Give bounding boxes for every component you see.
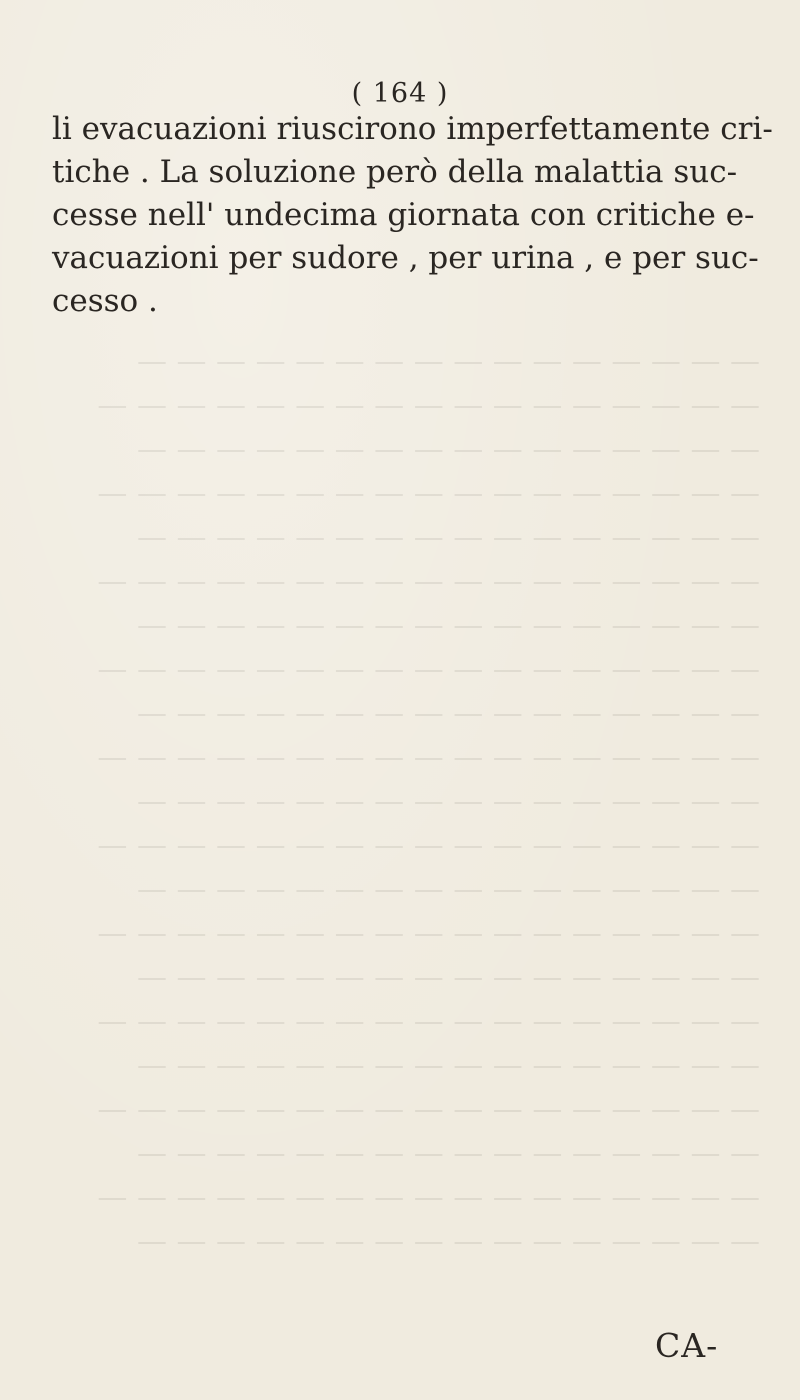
text-line: li evacuazioni riuscirono imperfettamente cri- <box>52 111 773 147</box>
text-line: vacuazioni per sudore , per urina , e per suc- <box>52 240 759 276</box>
page-number-header: ( 164 ) <box>351 78 449 109</box>
text-line: cesse nell' undecima giornata con critiche e- <box>52 197 755 233</box>
text-line: cesso . <box>52 283 158 319</box>
text-line: tiche . La soluzione però della malattia suc- <box>52 154 738 190</box>
reverse-page-show-through: — — — — — — — — — — — — — — — — — — — — — — — — — — — — — — — — — — — — — — — — — — — — — — — — — — — — — — — — — — — — — — — — — — — — — — — — — — — — — — — — — — — — — — — — — — — — — — — — — — — — — — — — — — — — — — — — — — — — — — — — — — — — — — — — — — — — — — — — — — — — — — — — — — — — — — — — — — — — — — — — — — — — — — — — — — — — — — — — — — — — — — — — — — — — — — — — — — — — — — — — — — — — — — — — — — — — — — — — — — — — — — — — — — — — — — — — — — — — — — — — — — — — — — — — — — — — — — — — — — — — — — — — — — — — — — — — — — — — — — — — — — — — — — — — — — — — — — — — — — — — — — — — — — — — — — — — — — — — — — — — — — — — — — — — — — — — — — — — — — — — — — — — — — <box>97 344 760 1259</box>
catchword: CA- <box>655 1326 719 1365</box>
body-text <box>52 108 773 323</box>
